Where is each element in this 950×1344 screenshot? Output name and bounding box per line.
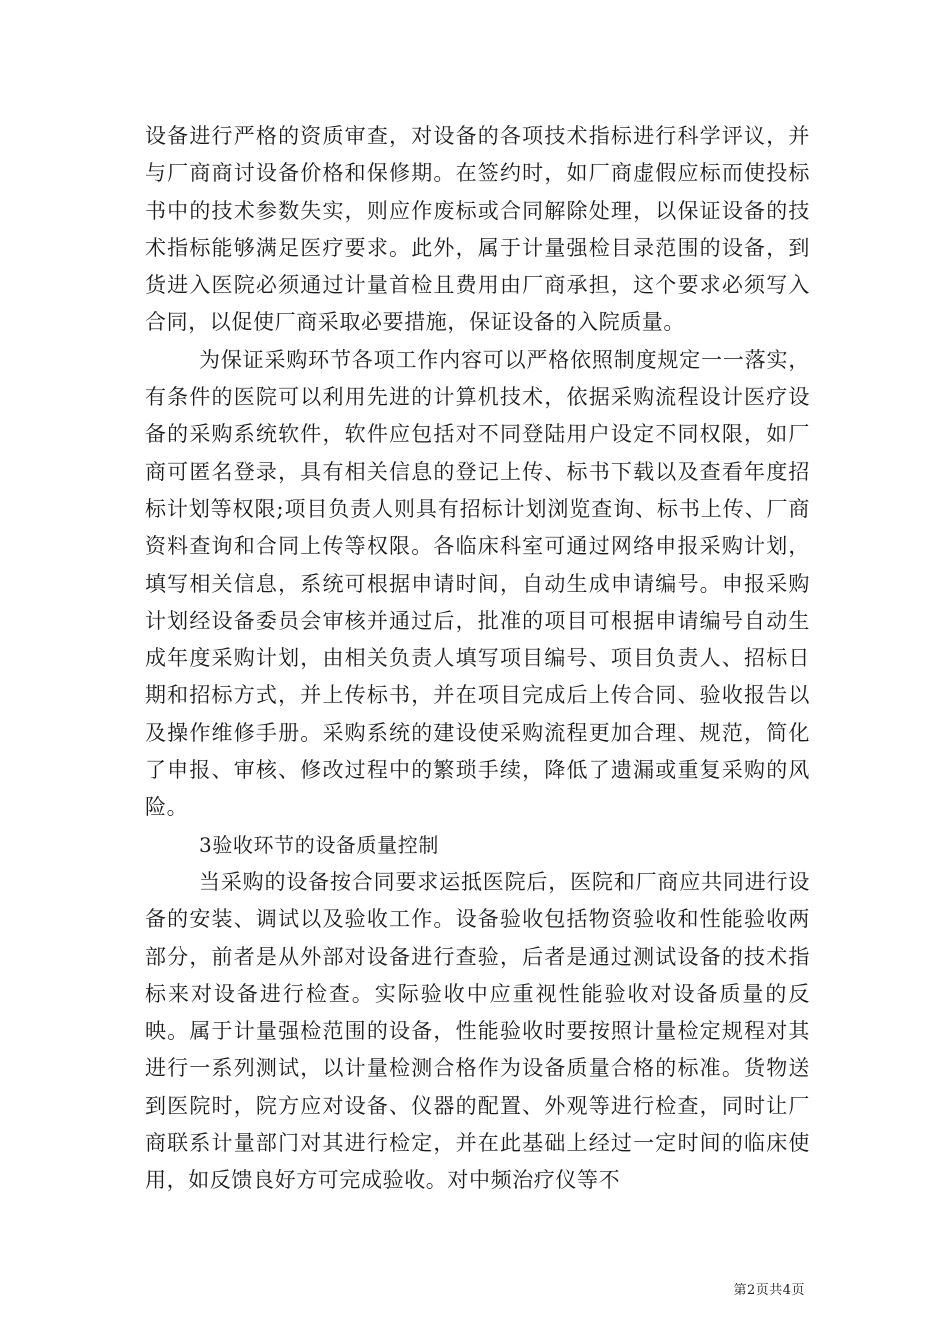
document-body bbox=[145, 118, 810, 1200]
page-number-footer: 第2页共4页 bbox=[733, 1283, 805, 1298]
paragraph-3: 当采购的设备按合同要求运抵医院后，医院和厂商应共同进行设备的安装、调试以及验收工作。设备验收包括物资验收和性能验收两部分，前者是从外部对设备进行查验，后者是通过测试设备的技术指标来对设备进行检查。实际验收中应重视性能验收对设备质量的反映。属于计量强检范围的设备，性能验收时要按照计量检定规程对其进行一系列测试，以计量检测合格作为设备质量合格的标准。货物送到医院时，院方应对设备、仪器的配置、外观等进行检查，同时让厂商联系计量部门对其进行检定，并在此基础上经过一定时间的临床使用，如反馈良好方可完成验收。对中频治疗仪等不 bbox=[145, 869, 810, 1193]
paragraph-2: 为保证采购环节各项工作内容可以严格依照制度规定一一落实，有条件的医院可以利用先进的计算机技术，依据采购流程设计医疗设备的采购系统软件，软件应包括对不同登陆用户设定不同权限，如厂商可匿名登录，具有相关信息的登记上传、标书下载以及查看年度招标计划等权限;项目负责人则具有招标计划浏览查询、标书上传、厂商资料查询和合同上传等权限。各临床科室可通过网络申报采购计划，填写相关信息，系统可根据申请时间，自动生成申请编号。申报采购计划经设备委员会审核并通过后，批准的项目可根据申请编号自动生成年度采购计划，由相关负责人填写项目编号、项目负责人、招标日期和招标方式，并上传标书，并在项目完成后上传合同、验收报告以及操作维修手册。采购系统的建设使采购流程更加合理、规范，简化了申报、审核、修改过程中的繁琐手续，降低了遗漏或重复采购的风险。 bbox=[145, 347, 810, 820]
section-heading: 3验收环节的设备质量控制 bbox=[199, 832, 439, 857]
paragraph-1: 设备进行严格的资质审查，对设备的各项技术指标进行科学评议，并与厂商商讨设备价格和保修期。在签约时，如厂商虚假应标而使投标书中的技术参数失实，则应作废标或合同解除处理，以保证设备的技术指标能够满足医疗要求。此外，属于计量强检目录范围的设备，到货进入医院必须通过计量首检且费用由厂商承担，这个要求必须写入合同，以促使厂商采取必要措施，保证设备的入院质量。 bbox=[145, 124, 810, 335]
